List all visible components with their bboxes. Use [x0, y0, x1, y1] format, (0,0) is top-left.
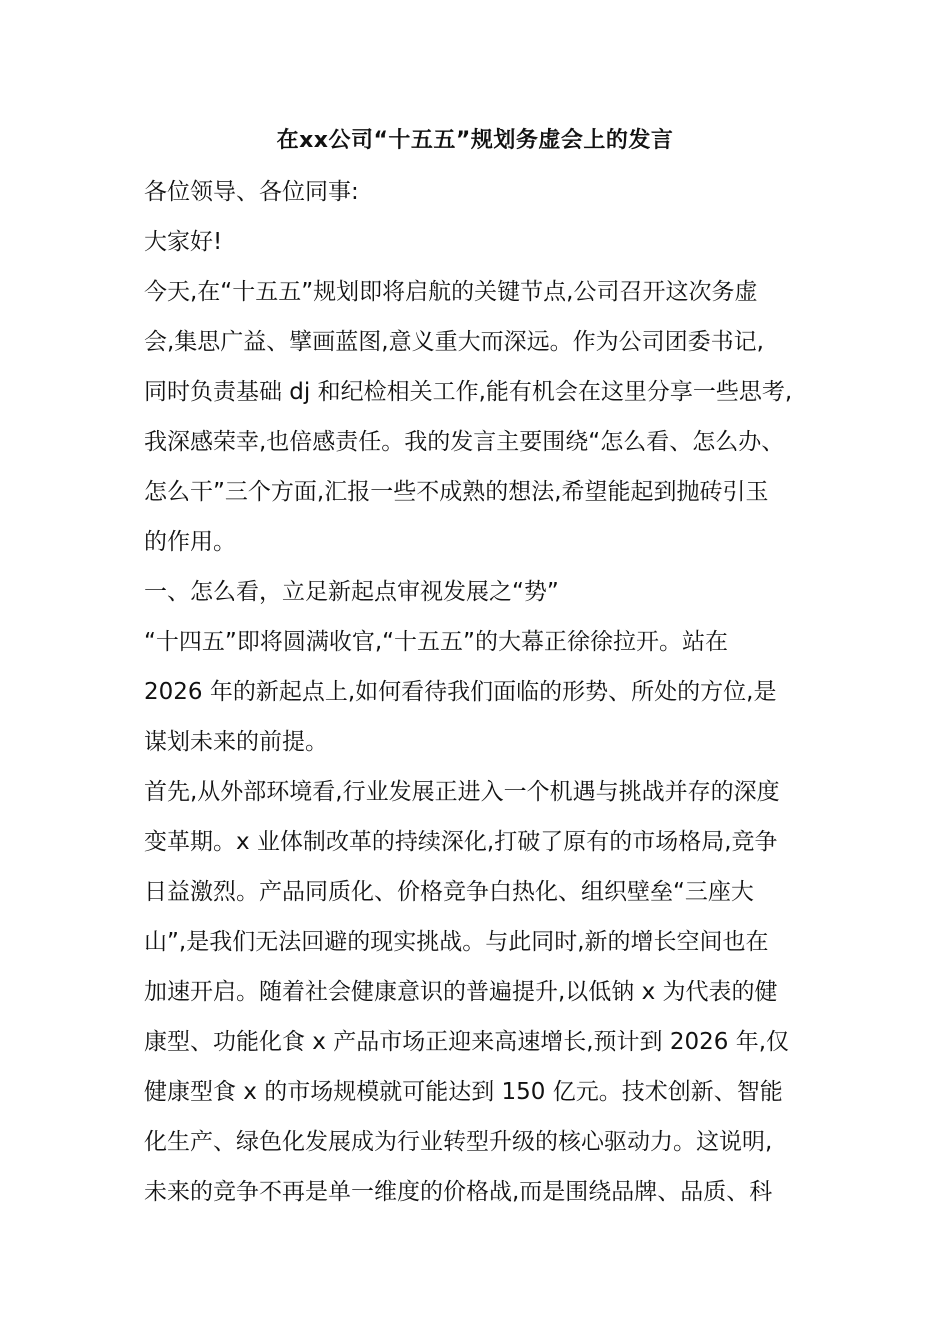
paragraph-line: 谋划未来的前提。 [144, 729, 328, 755]
paragraph-line: “十四五”即将圆满收官,“十五五”的大幕正徐徐拉开。站在 [144, 629, 728, 655]
paragraph-line: 2026 年的新起点上,如何看待我们面临的形势、所处的方位,是 [144, 679, 777, 705]
paragraph-line: 变革期。x 业体制改革的持续深化,打破了原有的市场格局,竞争 [144, 829, 778, 855]
paragraph-line: 康型、功能化食 x 产品市场正迎来高速增长,预计到 2026 年,仅 [144, 1029, 790, 1055]
paragraph-line: 会,集思广益、擘画蓝图,意义重大而深远。作为公司团委书记, [144, 329, 764, 355]
paragraph-line: 健康型食 x 的市场规模就可能达到 150 亿元。技术创新、智能 [144, 1079, 783, 1105]
salutation: 各位领导、各位同事: [144, 179, 359, 205]
greeting: 大家好! [144, 229, 223, 255]
paragraph-line: 怎么干”三个方面,汇报一些不成熟的想法,希望能起到抛砖引玉 [144, 479, 769, 505]
paragraph-line: 我深感荣幸,也倍感责任。我的发言主要围绕“怎么看、怎么办、 [144, 429, 785, 455]
document-title: 在xx公司“十五五”规划务虚会上的发言 [276, 128, 674, 153]
section-heading: 一、怎么看，立足新起点审视发展之“势” [144, 579, 559, 605]
paragraph-line: 化生产、绿色化发展成为行业转型升级的核心驱动力。这说明, [144, 1129, 773, 1155]
paragraph-line: 加速开启。随着社会健康意识的普遍提升,以低钠 x 为代表的健 [144, 979, 778, 1005]
paragraph-line: 山”,是我们无法回避的现实挑战。与此同时,新的增长空间也在 [144, 929, 769, 955]
paragraph-line: 日益激烈。产品同质化、价格竞争白热化、组织壁垒“三座大 [144, 879, 754, 905]
paragraph-line: 首先,从外部环境看,行业发展正进入一个机遇与挑战并存的深度 [144, 779, 780, 805]
paragraph-line: 的作用。 [144, 529, 236, 555]
paragraph-line: 未来的竞争不再是单一维度的价格战,而是围绕品牌、品质、科 [144, 1179, 773, 1205]
paragraph-line: 同时负责基础 dj 和纪检相关工作,能有机会在这里分享一些思考, [144, 379, 793, 405]
paragraph-line: 今天,在“十五五”规划即将启航的关键节点,公司召开这次务虚 [144, 279, 758, 305]
